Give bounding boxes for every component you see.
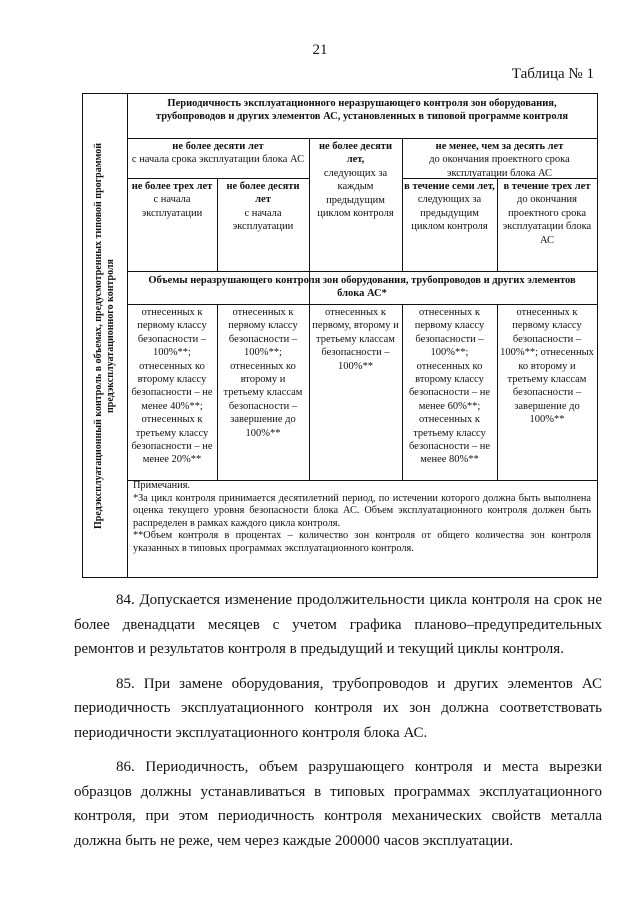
volume-cell-4: отнесенных к первому классу безопасности – 100%**; отнесенных ко второму классу безопасности – не менее 60%**; отнесенных к третьему классу безопасности – не менее 80%** (408, 307, 491, 466)
sub-col-seven-years-title: в течение семи лет, (404, 181, 495, 192)
note-cycle: *За цикл контроля принимается десятилетний период, по истечении которого должна быть выполнена оценка текущего уровня безопасности блока АС. Объем эксплуатационного контроля должен быть распределен в рамках каждого цикла контроля. (133, 492, 591, 529)
volume-cell-2: отнесенных к первому классу безопасности – 100%**; отнесенных ко второму и третьему классам безопасности – завершение до 100%** (223, 307, 303, 439)
col-group-first-ten-years: не более десяти лет с начала срока эксплуатации блока АС (131, 141, 305, 166)
sub-col-seven-years (402, 180, 497, 234)
volume-cell-1: отнесенных к первому классу безопасности – 100%**; отнесенных ко второму классу безопасности – не менее 40%**; отнесенных к третьему классу безопасности – не менее 20%** (131, 307, 213, 466)
sub-col-last-three-years (497, 180, 597, 247)
body-text (74, 588, 602, 863)
sub-col-ten-years: не более десяти лет с начала эксплуатации (226, 181, 300, 233)
paragraph-85: 85. При замене оборудования, трубопроводов и других элементов АС периодичность эксплуатационного контроля их зон должна соответствовать периодичности эксплуатационного контроля блока АС. (74, 675, 602, 741)
volumes-header: Объемы неразрушающего контроля зон оборудования, трубопроводов и других элементов блока АС* (148, 275, 576, 300)
note-percent: **Объем контроля в процентах – количество зон контроля от общего количества зон контроля указанных в типовых программах эксплуатационного контроля. (133, 530, 591, 554)
page-number: 21 (312, 42, 328, 58)
volume-cell-3: отнесенных к первому, второму и третьему классам безопасности – 100%** (312, 307, 399, 372)
side-header-cell (83, 94, 128, 577)
sub-col-last-three-years-text: до окончания проектного срока эксплуатации блока АС (502, 194, 592, 246)
col-group-last-ten-years: не менее, чем за десять лет до окончания проектного срока эксплуатации блока АС (429, 141, 570, 179)
volume-cell-5: отнесенных к первому классу безопасности – 100%**; отнесенных ко второму и третьему классам безопасности – завершение до 100%** (500, 307, 594, 426)
sub-col-last-three-years-title: в течение трех лет (503, 181, 591, 192)
paragraph-86: 86. Периодичность, объем разрушающего контроля и места вырезки образцов должны устанавливаться в типовых программах эксплуатационного контроля, при этом периодичность контроля механических свойств металла должна быть не реже, чем через каждые 200000 часов эксплуатации. (74, 759, 602, 849)
periodicity-header: Периодичность эксплуатационного неразрушающего контроля зон оборудования, трубопроводов и других элементов АС, установленных в типовой программе контроля (155, 98, 569, 123)
sub-col-seven-years-text: следующих за предыдущим циклом контроля (411, 194, 488, 233)
sub-col-three-years: не более трех лет с начала эксплуатации (131, 181, 213, 219)
control-table (82, 93, 598, 578)
side-header-text: Предэксплуатационный контроль в объемах, предусмотренных типовой программой предэксплуатационного контроля (93, 142, 116, 529)
table-caption: Таблица № 1 (511, 66, 594, 82)
table-notes (133, 480, 591, 556)
col-group-each-ten-years: не более десяти лет, следующих за каждым предыдущим циклом контроля (317, 141, 394, 220)
paragraph-84: 84. Допускается изменение продолжительности цикла контроля на срок не более двенадцати месяцев с учетом графика планово–предупредительных ремонтов и результатов контроля в предыдущий и текущий циклы контроля. (74, 592, 602, 657)
notes-title: Примечания. (133, 480, 191, 491)
